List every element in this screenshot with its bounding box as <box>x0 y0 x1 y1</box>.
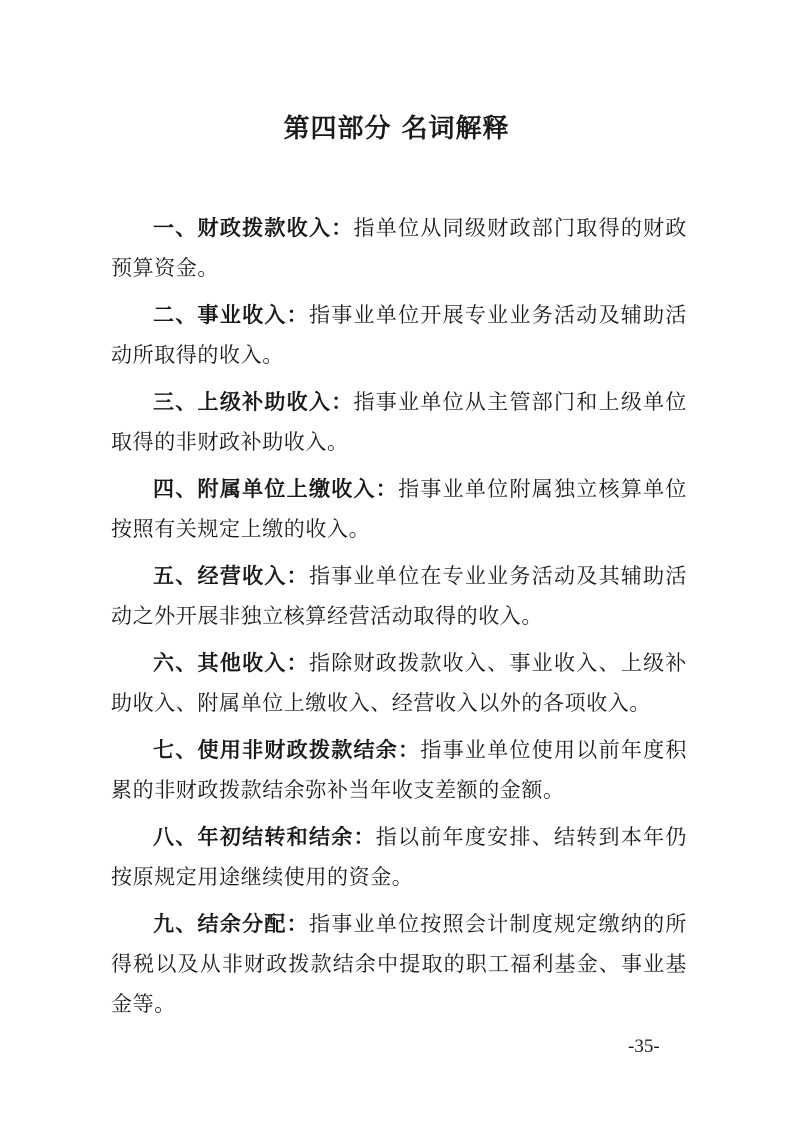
definition-item <box>111 469 687 549</box>
definition-text: 指单位从同级财政部门取得的财政预算资金。 <box>111 216 688 280</box>
definition-item <box>111 382 687 462</box>
definition-term: 六、其他收入： <box>153 650 309 675</box>
definition-item <box>111 295 687 375</box>
definition-term: 三、上级补助收入： <box>153 389 354 414</box>
definition-term: 七、使用非财政拨款结余： <box>153 737 421 762</box>
definition-text: 指除财政拨款收入、事业收入、上级补助收入、附属单位上缴收入、经营收入以外的各项收入。 <box>111 651 687 715</box>
definition-item <box>111 904 687 1024</box>
definition-term: 二、事业收入： <box>153 302 309 327</box>
definition-item <box>111 817 687 897</box>
definition-item <box>111 730 687 810</box>
definition-term: 四、附属单位上缴收入： <box>153 476 399 501</box>
definition-item <box>111 556 687 636</box>
definition-text: 指事业单位使用以前年度积累的非财政拨款结余弥补当年收支差额的金额。 <box>111 738 688 802</box>
definition-text: 指事业单位按照会计制度规定缴纳的所得税以及从非财政拨款结余中提取的职工福利基金、事业基金等。 <box>111 912 687 1016</box>
definition-text: 指事业单位从主管部门和上级单位取得的非财政补助收入。 <box>111 390 688 454</box>
definition-text: 指事业单位在专业业务活动及其辅助活动之外开展非独立核算经营活动取得的收入。 <box>111 564 687 628</box>
definition-term: 八、年初结转和结余： <box>153 824 376 849</box>
definition-text: 指事业单位附属独立核算单位按照有关规定上缴的收入。 <box>111 477 687 541</box>
page-number: -35- <box>628 1036 660 1057</box>
definition-text: 指以前年度安排、结转到本年仍按原规定用途继续使用的资金。 <box>111 825 687 889</box>
page-title: 第四部分 名词解释 <box>283 114 510 144</box>
definitions-list <box>111 208 687 1031</box>
definition-term: 五、经营收入： <box>153 563 309 588</box>
definition-item <box>111 643 687 723</box>
definition-term: 一、财政拨款收入： <box>153 215 354 240</box>
definition-text: 指事业单位开展专业业务活动及辅助活动所取得的收入。 <box>111 303 687 367</box>
definition-term: 九、结余分配： <box>153 911 309 936</box>
definition-item <box>111 208 687 288</box>
